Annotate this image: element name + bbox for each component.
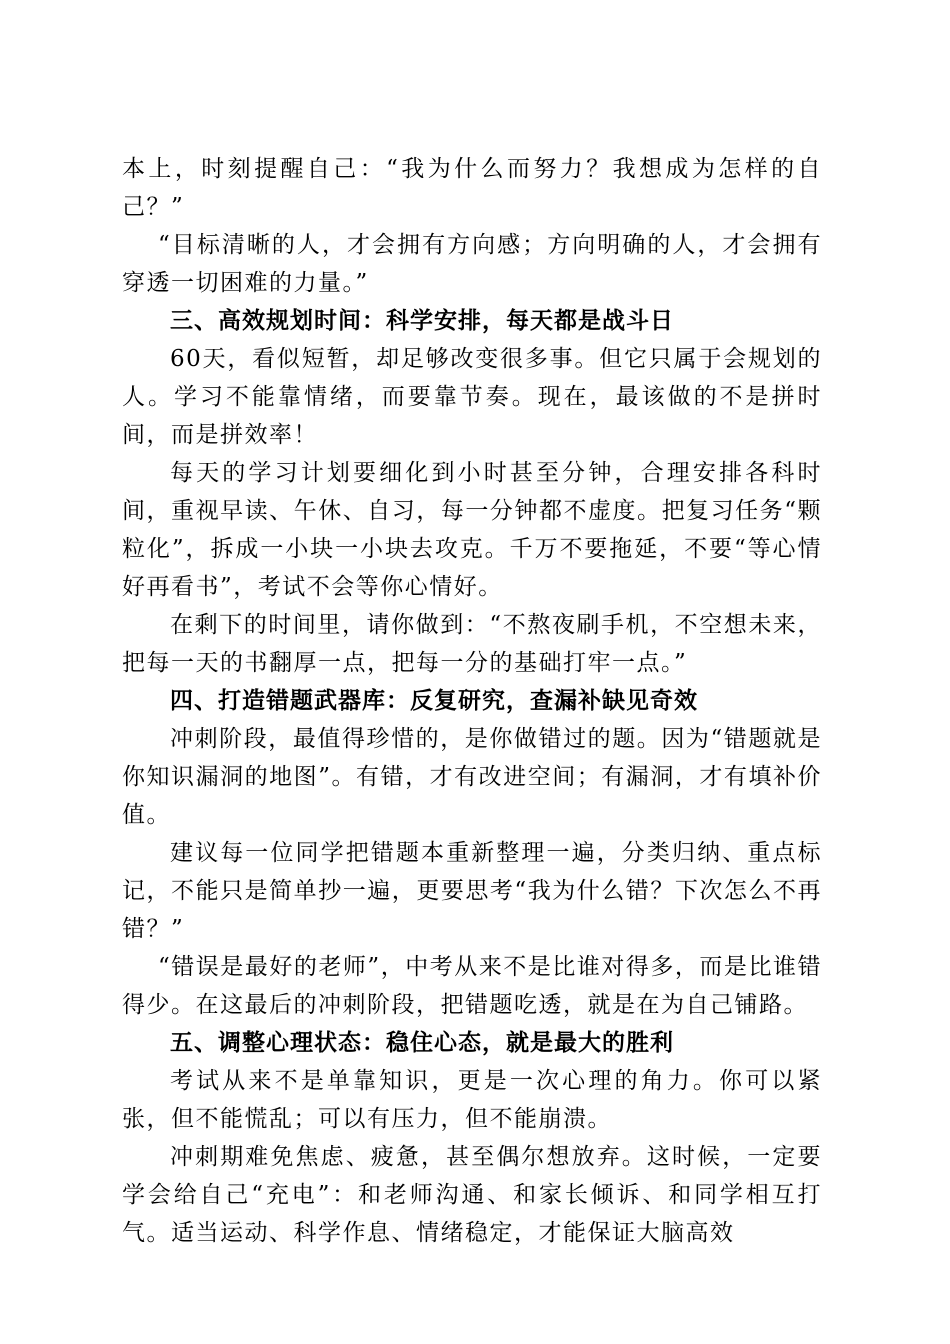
paragraph-60-days: 60天，看似短暂，却足够改变很多事。但它只属于会规划的人。学习不能靠情绪，而要靠节奏。现在，最该做的不是拼时间，而是拼效率！ [122,346,822,448]
section-heading-5: 五、调整心理状态：稳住心态，就是最大的胜利 [170,1030,674,1056]
paragraph-remaining-time: 在剩下的时间里，请你做到：“不熬夜刷手机，不空想未来，把每一天的书翻厚一点，把每一分的基础打牢一点。” [122,612,822,676]
paragraph-best-teacher: “错误是最好的老师”，中考从来不是比谁对得多，而是比谁错得少。在这最后的冲刺阶段，把错题吃透，就是在为自己铺路。 [122,954,822,1018]
document-page [122,150,822,1252]
paragraph-goal-quote: “目标清晰的人，才会拥有方向感；方向明确的人，才会拥有穿透一切困难的力量。” [122,232,822,296]
paragraph-continuation: 本上，时刻提醒自己：“我为什么而努力？我想成为怎样的自己？” [122,156,822,220]
section-heading-3: 三、高效规划时间：科学安排，每天都是战斗日 [170,308,674,334]
paragraph-daily-plan: 每天的学习计划要细化到小时甚至分钟，合理安排各科时间，重视早读、午休、自习，每一分钟都不虚度。把复习任务“颗粒化”，拆成一小块一小块去攻克。千万不要拖延，不要“等心情好再看书”，考试不会等你心情好。 [122,460,822,600]
paragraph-mistake-notebook: 建议每一位同学把错题本重新整理一遍，分类归纳、重点标记，不能只是简单抄一遍，更要思考“我为什么错？下次怎么不再错？” [122,840,822,942]
paragraph-mistakes-map: 冲刺阶段，最值得珍惜的，是你做错过的题。因为“错题就是你知识漏洞的地图”。有错，才有改进空间；有漏洞，才有填补价值。 [122,726,822,828]
paragraph-psychology: 考试从来不是单靠知识，更是一次心理的角力。你可以紧张，但不能慌乱；可以有压力，但不能崩溃。 [122,1068,822,1132]
section-heading-4: 四、打造错题武器库：反复研究，查漏补缺见奇效 [170,688,698,714]
paragraph-recharge: 冲刺期难免焦虑、疲惫，甚至偶尔想放弃。这时候，一定要学会给自己“充电”：和老师沟通、和家长倾诉、和同学相互打气。适当运动、科学作息、情绪稳定，才能保证大脑高效 [122,1144,822,1246]
